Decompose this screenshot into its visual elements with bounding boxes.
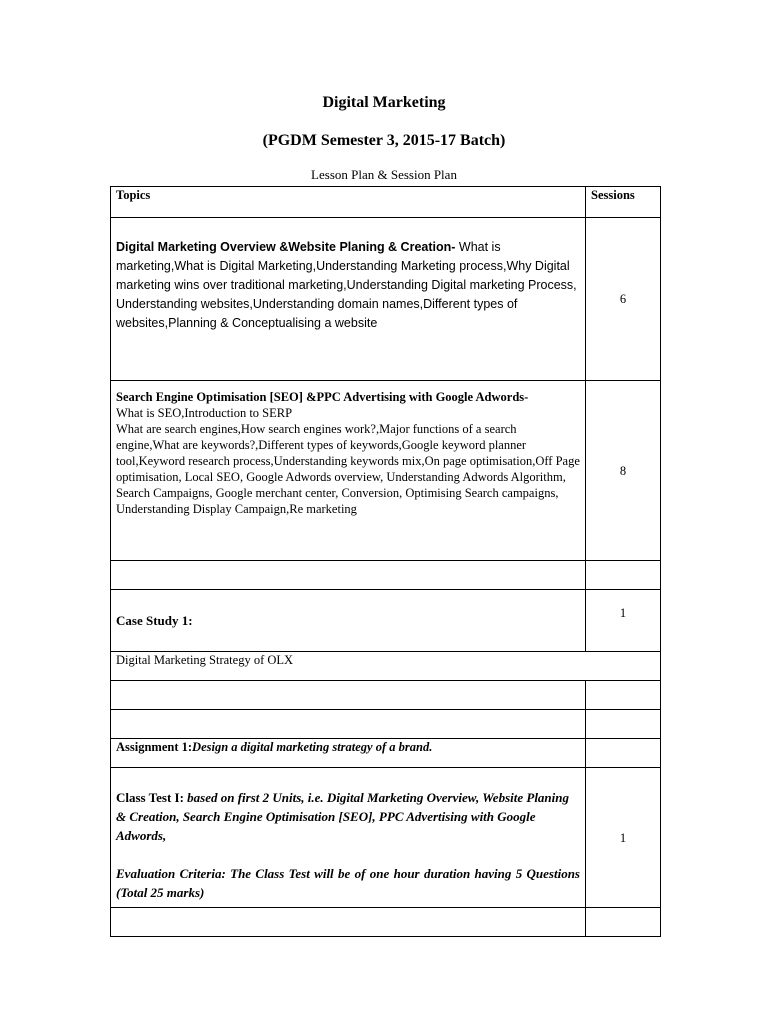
sessions-cell: 1 — [586, 768, 661, 908]
assignment-cell — [111, 739, 586, 768]
table-row — [111, 561, 661, 590]
sessions-cell: 8 — [586, 381, 661, 561]
empty-cell — [586, 561, 661, 590]
table-row — [111, 381, 661, 561]
table-row — [111, 590, 661, 652]
table-row — [111, 218, 661, 381]
sessions-cell: 1 — [586, 590, 661, 652]
topic-title: Digital Marketing Overview &Website Planing & Creation- — [116, 240, 456, 254]
empty-cell — [586, 681, 661, 710]
class-test-detail: based on first 2 Units, i.e. Digital Marketing Overview, Website Planing & Creation, Search Engine Optimisation [SEO], PPC Advertising with Google Adwords, — [116, 790, 569, 843]
topic-title: Search Engine Optimisation [SEO] &PPC Advertising with Google Adwords- — [116, 390, 529, 404]
topic-cell — [111, 218, 586, 381]
topic-cell — [111, 590, 586, 652]
class-test-text — [116, 768, 580, 902]
empty-cell — [111, 710, 586, 739]
empty-cell — [586, 710, 661, 739]
table-row — [111, 652, 661, 681]
table-row — [111, 739, 661, 768]
assignment-detail: Design a digital marketing strategy of a brand. — [192, 740, 433, 754]
section-heading: Lesson Plan & Session Plan — [311, 167, 457, 182]
empty-cell — [111, 681, 586, 710]
topic-body: What is marketing,What is Digital Marketing,Understanding Marketing process,Why Digital marketing wins over traditional marketing,Understanding Digital marketing Process, Understanding websites,Understanding domain names,Different types of websites,Planning & Conceptualising a website — [116, 240, 577, 330]
empty-cell — [111, 908, 586, 937]
topic-cell — [111, 381, 586, 561]
table-header-row — [111, 187, 661, 218]
document-subtitle: (PGDM Semester 3, 2015-17 Batch) — [262, 132, 506, 149]
table-row — [111, 681, 661, 710]
case-study-title: Case Study 1: — [116, 613, 193, 628]
class-test-label: Class Test I: — [116, 790, 184, 805]
topic-body: What is SEO,Introduction to SERP What are search engines,How search engines work?,Major functions of a search engine,What are keywords?,Different types of keywords,Google keyword planner tool,Keyword research process,Understanding keywords mix,On page optimisation,Off Page optimisation, Local SEO, Google Adwords overview, Understanding Adwords Algorithm, Search Campaigns, Google merchant center, Conversion, Optimising Search campaigns, Understanding Display Campaign,Re marketing — [116, 406, 580, 516]
empty-cell — [586, 908, 661, 937]
topics-header: Topics — [111, 187, 586, 218]
document-title: Digital Marketing — [322, 94, 446, 111]
class-test-cell — [111, 768, 586, 908]
sessions-cell: 6 — [586, 218, 661, 381]
topic-text — [116, 218, 580, 333]
table-row — [111, 908, 661, 937]
sessions-header: Sessions — [586, 187, 661, 218]
table-row — [111, 768, 661, 908]
lesson-plan-table — [110, 186, 661, 937]
assignment-label: Assignment 1: — [116, 740, 193, 754]
case-study-detail: Digital Marketing Strategy of OLX — [111, 652, 661, 681]
table-row — [111, 710, 661, 739]
empty-cell — [111, 561, 586, 590]
empty-cell — [586, 739, 661, 768]
topic-text — [116, 381, 580, 517]
evaluation-criteria: Evaluation Criteria: The Class Test will be of one hour duration having 5 Questions (Total 25 marks) — [116, 866, 580, 900]
